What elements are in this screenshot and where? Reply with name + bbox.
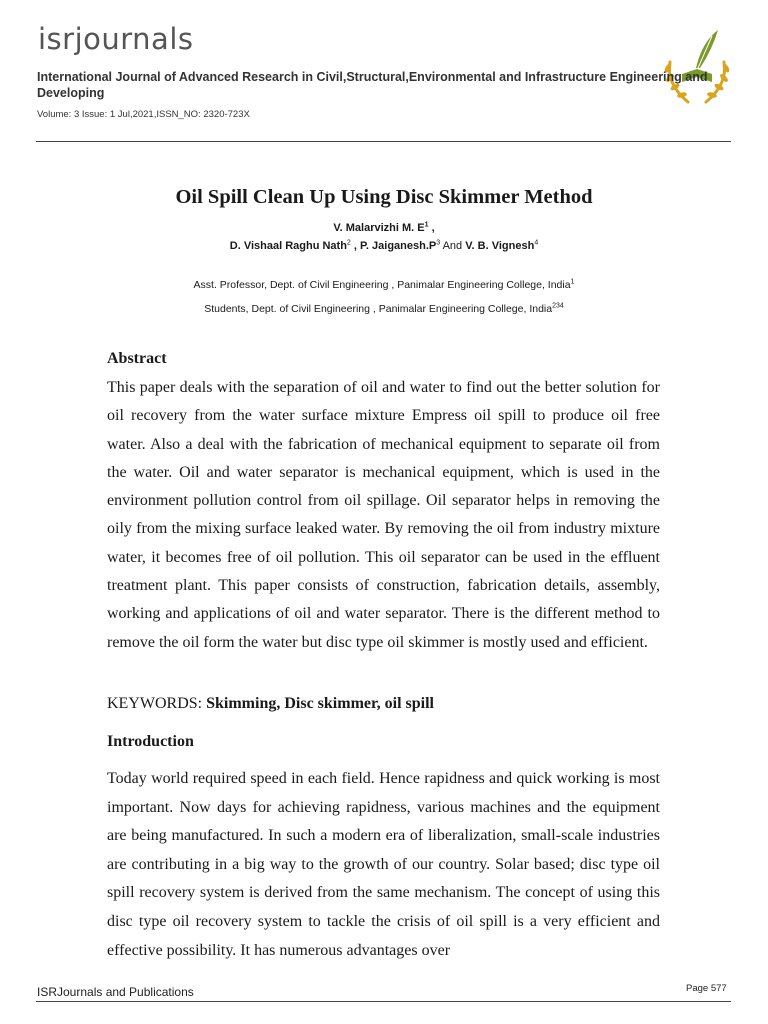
- paper-title: Oil Spill Clean Up Using Disc Skimmer Method: [175, 186, 593, 208]
- footer-divider: [36, 1001, 731, 1002]
- affiliation-text: Asst. Professor, Dept. of Civil Engineering , Panimalar Engineering College, India: [193, 279, 571, 291]
- author-name: V. Malarvizhi M. E: [333, 222, 425, 234]
- affiliation-mark: 234: [552, 302, 564, 310]
- author-conjunction: And: [440, 240, 466, 252]
- footer-publisher: ISRJournals and Publications: [37, 985, 194, 999]
- author-affiliation-mark: 2: [346, 239, 351, 247]
- author-name: V. B. Vignesh: [465, 240, 535, 252]
- abstract-heading: Abstract: [107, 350, 167, 367]
- publisher-logo: isrjournals: [38, 22, 194, 56]
- author-separator: ,: [428, 222, 435, 234]
- header-divider: [36, 141, 731, 142]
- author-affiliation-mark: 3: [436, 239, 441, 247]
- author-line-2: [0, 240, 768, 252]
- author-name: P. Jaiganesh.P: [360, 240, 437, 252]
- journal-name: International Journal of Advanced Research in Civil,Structural,Environmental and Infrastructure Engineering and Developing: [37, 70, 708, 100]
- volume-info: Volume: 3 Issue: 1 Jul,2021,ISSN_NO: 2320-723X: [37, 109, 250, 120]
- introduction-body: Today world required speed in each field. Hence rapidness and quick working is most important. Now days for achieving rapidness, various machines and the equipment are being manufactured. In such a modern era of liberalization, small-scale industries are contributing in a big way to the growth of our country. Solar based; disc type oil spill recovery system is derived from the same mechanism. The concept of using this disc type oil recovery system to tackle the crisis of oil spill is a very efficient and effective possibility. It has numerous advantages over: [107, 770, 660, 959]
- author-name: D. Vishaal Raghu Nath: [229, 240, 347, 252]
- author-separator: ,: [350, 240, 360, 252]
- author-affiliation-mark: 4: [534, 239, 539, 247]
- keywords-label: KEYWORDS:: [107, 695, 207, 712]
- page-number: Page 577: [686, 983, 727, 994]
- keywords-value: Skimming, Disc skimmer, oil spill: [206, 695, 434, 712]
- author-line-1: [0, 222, 768, 234]
- keywords: [107, 695, 434, 713]
- author-affiliation-mark: 1: [424, 221, 429, 229]
- abstract-body: This paper deals with the separation of oil and water to find out the better solution for oil recovery from the water surface mixture Empress oil spill to produce oil free water. Also a deal with the fabrication of mechanical equipment to separate oil from the water. Oil and water separator is mechanical equipment, which is used in the environment pollution control from oil spillage. Oil separator helps in removing the oily from the mixing surface leaked water. By removing the oil from industry mixture water, it becomes free of oil pollution. This oil separator can be used in the effluent treatment plant. This paper consists of construction, fabrication details, assembly, working and applications of oil and water separator. There is the different method to remove the oil form the water but disc type oil skimmer is mostly used and efficient.: [107, 379, 660, 651]
- affiliation-mark: 1: [570, 278, 575, 286]
- affiliation-1: [0, 279, 768, 291]
- affiliation-2: [0, 303, 768, 315]
- affiliation-text: Students, Dept. of Civil Engineering , Panimalar Engineering College, India: [204, 303, 553, 315]
- introduction-heading: Introduction: [107, 733, 194, 750]
